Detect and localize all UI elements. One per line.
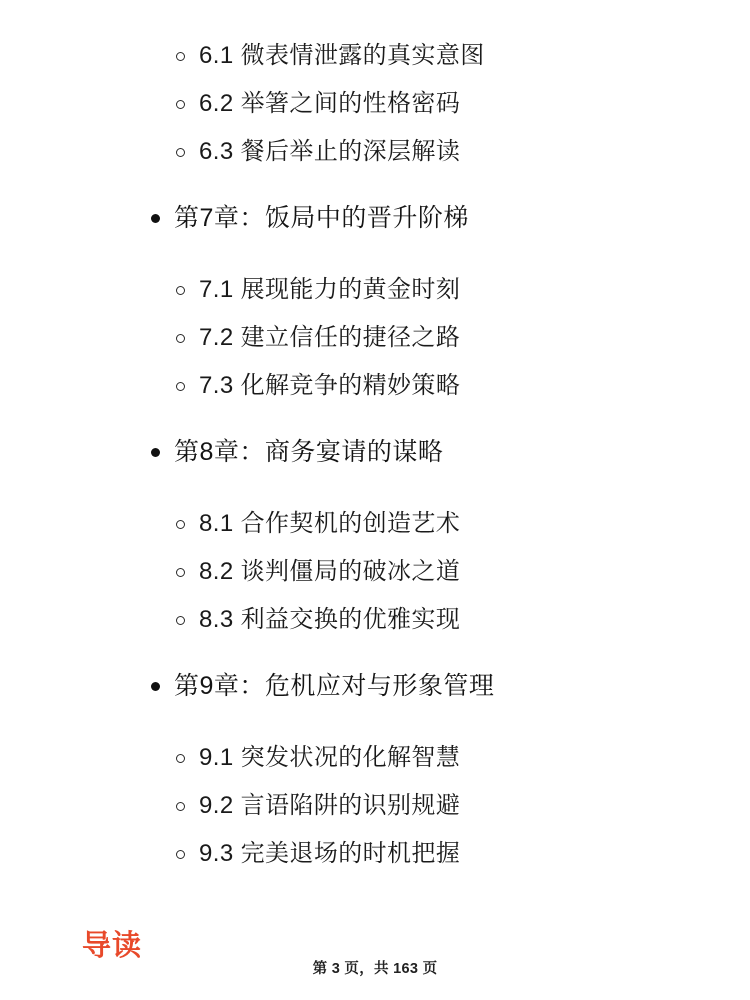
toc-spacer: [60, 484, 690, 502]
toc-spacer: [60, 178, 690, 196]
filled-bullet-icon: [144, 430, 166, 474]
toc-chapter-item[interactable]: [60, 664, 690, 718]
toc-item-label: 9.3 完美退场的时机把握: [199, 840, 461, 867]
toc-section-item[interactable]: [60, 34, 690, 82]
page-footer: 第 3 页，共 163 页: [312, 961, 438, 977]
toc-item-label: 8.3 利益交换的优雅实现: [199, 606, 461, 633]
toc-item-label: 第8章：商务宴请的谋略: [174, 438, 444, 466]
hollow-bullet-icon: [170, 598, 190, 642]
toc-spacer: [60, 250, 690, 268]
toc-item-label: 7.1 展现能力的黄金时刻: [199, 276, 461, 303]
filled-bullet-icon: [144, 664, 166, 708]
hollow-bullet-icon: [170, 736, 190, 780]
toc-item-label: 6.3 餐后举止的深层解读: [199, 138, 461, 165]
toc-chapter-item[interactable]: [60, 430, 690, 484]
toc-item-label: 8.2 谈判僵局的破冰之道: [199, 558, 461, 585]
toc-section-item[interactable]: [60, 82, 690, 130]
toc-section-item[interactable]: [60, 268, 690, 316]
toc-section-item[interactable]: [60, 784, 690, 832]
hollow-bullet-icon: [170, 832, 190, 876]
toc-spacer: [60, 412, 690, 430]
table-of-contents: [60, 34, 690, 880]
toc-item-label: 8.1 合作契机的创造艺术: [199, 510, 461, 537]
toc-section-item[interactable]: [60, 316, 690, 364]
toc-item-label: 第9章：危机应对与形象管理: [174, 672, 495, 700]
toc-item-label: 9.2 言语陷阱的识别规避: [199, 792, 461, 819]
toc-section-item[interactable]: [60, 832, 690, 880]
hollow-bullet-icon: [170, 502, 190, 546]
toc-spacer: [60, 718, 690, 736]
toc-chapter-item[interactable]: [60, 196, 690, 250]
toc-section-item[interactable]: [60, 502, 690, 550]
hollow-bullet-icon: [170, 34, 190, 78]
toc-item-label: 7.3 化解竞争的精妙策略: [199, 372, 461, 399]
hollow-bullet-icon: [170, 316, 190, 360]
hollow-bullet-icon: [170, 784, 190, 828]
hollow-bullet-icon: [170, 130, 190, 174]
toc-spacer: [60, 646, 690, 664]
toc-item-label: 第7章：饭局中的晋升阶梯: [174, 204, 469, 232]
toc-section-item[interactable]: [60, 364, 690, 412]
hollow-bullet-icon: [170, 268, 190, 312]
hollow-bullet-icon: [170, 82, 190, 126]
hollow-bullet-icon: [170, 364, 190, 408]
toc-section-item[interactable]: [60, 550, 690, 598]
toc-section-item[interactable]: [60, 598, 690, 646]
toc-section-item[interactable]: [60, 130, 690, 178]
toc-item-label: 6.1 微表情泄露的真实意图: [199, 42, 485, 69]
hollow-bullet-icon: [170, 550, 190, 594]
toc-item-label: 7.2 建立信任的捷径之路: [199, 324, 461, 351]
toc-item-label: 9.1 突发状况的化解智慧: [199, 744, 461, 771]
section-heading-daodu: 导读: [82, 930, 143, 962]
toc-section-item[interactable]: [60, 736, 690, 784]
filled-bullet-icon: [144, 196, 166, 240]
toc-item-label: 6.2 举箸之间的性格密码: [199, 90, 461, 117]
